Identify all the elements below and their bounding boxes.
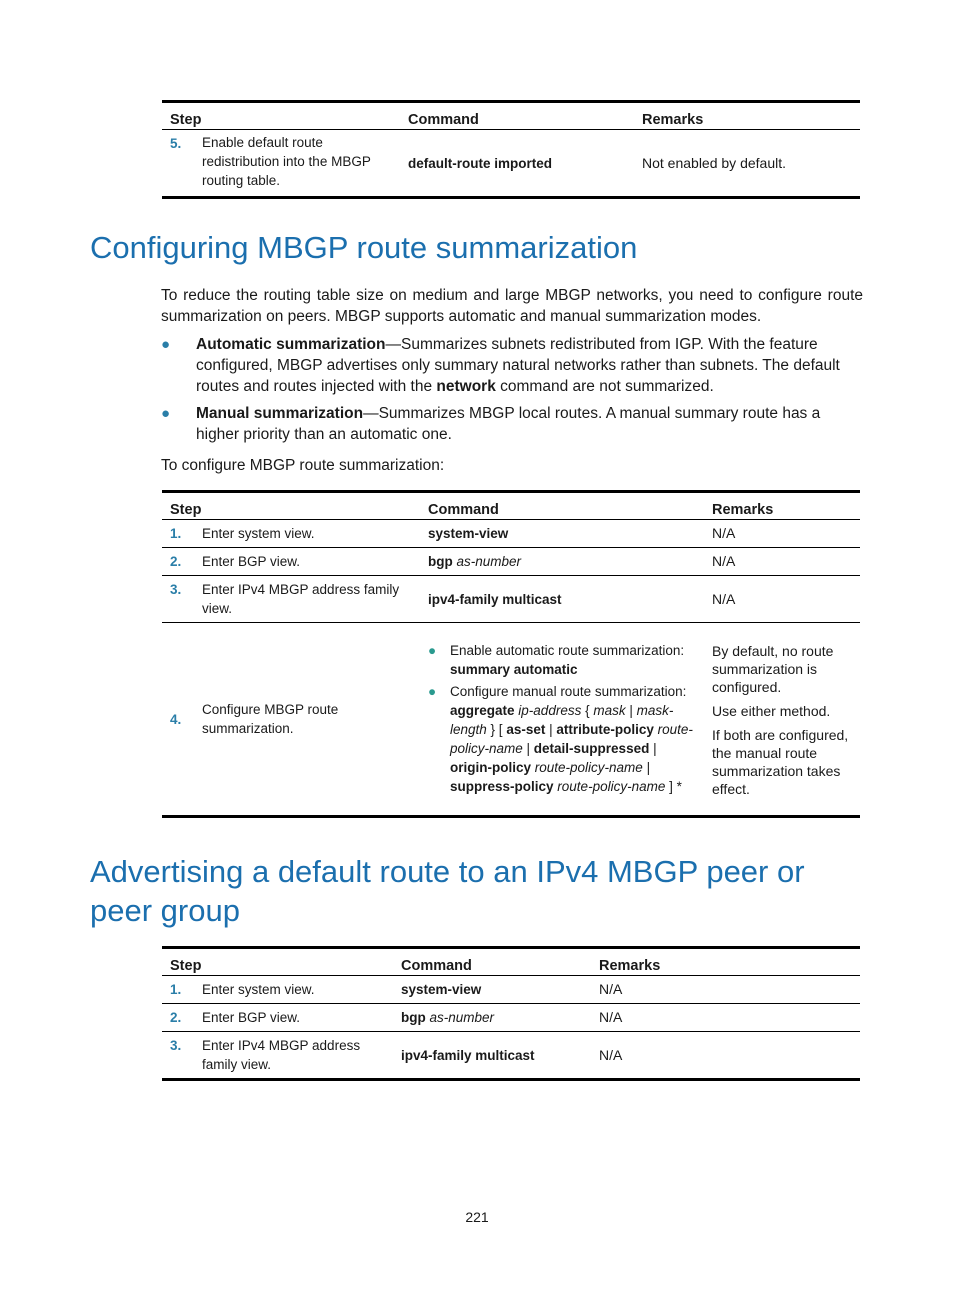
step-number: 1. bbox=[162, 976, 194, 1004]
remarks-text: N/A bbox=[591, 976, 860, 1004]
step-number: 3. bbox=[162, 1032, 194, 1080]
table-row bbox=[162, 976, 860, 1004]
step-number: 3. bbox=[162, 576, 194, 623]
table-row bbox=[162, 1032, 860, 1080]
bullet-icon: ● bbox=[161, 405, 171, 422]
command-text: default-route imported bbox=[400, 130, 634, 198]
lead-paragraph: To configure MBGP route summarization: bbox=[161, 457, 445, 474]
page-number: 221 bbox=[465, 1209, 489, 1225]
summarization-command-table bbox=[162, 490, 860, 818]
col-remarks: Remarks bbox=[704, 492, 860, 520]
remarks-text: N/A bbox=[704, 548, 860, 576]
col-remarks: Remarks bbox=[591, 948, 860, 976]
command-text: system-view bbox=[420, 520, 704, 548]
table-row bbox=[162, 520, 860, 548]
col-command: Command bbox=[400, 102, 634, 130]
step-text: Enter IPv4 MBGP address family view. bbox=[194, 576, 420, 623]
remarks-text: Not enabled by default. bbox=[634, 130, 860, 198]
table-row bbox=[162, 548, 860, 576]
remarks-text: N/A bbox=[704, 520, 860, 548]
remarks-text: By default, no route summarization is configured. bbox=[712, 643, 834, 695]
command-text: aggregate ip-address { mask | mask-length } [ as-set | attribute-policy route-policy-name | detail-suppressed | origin-policy route-policy-name | suppress-policy route-policy-name ] * bbox=[450, 703, 693, 794]
command-text: summary automatic bbox=[450, 662, 578, 677]
remarks-text: Use either method. bbox=[712, 703, 831, 719]
table-row bbox=[162, 1004, 860, 1032]
bullet-term: Manual summarization bbox=[196, 405, 364, 422]
step-number: 4. bbox=[162, 623, 194, 817]
step-text: Enter system view. bbox=[194, 976, 393, 1004]
remarks-text: N/A bbox=[704, 576, 860, 623]
list-item: ● Configure manual route summarization: aggregate ip-address { mask | mask-length } [ as-set | attribute-policy route-policy-name | detail-suppressed | origin-policy route-policy-name | suppress-policy route-policy-name ] * bbox=[428, 684, 693, 794]
step-number: 2. bbox=[162, 1004, 194, 1032]
col-step: Step bbox=[162, 102, 400, 130]
default-route-command-table bbox=[162, 946, 860, 1081]
bullet-icon: ● bbox=[161, 336, 171, 353]
remarks-text: N/A bbox=[591, 1032, 860, 1080]
inline-keyword: network bbox=[436, 378, 496, 395]
col-step: Step bbox=[162, 948, 393, 976]
command-text: system-view bbox=[393, 976, 591, 1004]
remarks-text: N/A bbox=[591, 1004, 860, 1032]
step-text: Enable default route redistribution into the MBGP routing table. bbox=[194, 130, 400, 198]
bullet-term: Automatic summarization bbox=[196, 336, 386, 353]
command-cell bbox=[420, 623, 704, 817]
remarks-cell bbox=[704, 623, 860, 817]
section-heading-default-route: Advertising a default route to an IPv4 MBGP peer or peer group bbox=[90, 854, 805, 928]
intro-paragraph: To reduce the routing table size on medium and large MBGP networks, you need to configure route summarization on peers. MBGP supports automatic and manual summarization modes. bbox=[161, 287, 863, 325]
list-item: ● Enable automatic route summarization: summary automatic bbox=[428, 643, 685, 677]
step-number: 1. bbox=[162, 520, 194, 548]
step-text: Enter BGP view. bbox=[194, 1004, 393, 1032]
col-remarks: Remarks bbox=[634, 102, 860, 130]
table-row bbox=[162, 576, 860, 623]
bullet-icon: ● bbox=[428, 643, 437, 658]
top-command-table bbox=[162, 100, 860, 199]
list-item: ● Manual summarization—Summarizes MBGP local routes. A manual summary route has a higher priority than an automatic one. bbox=[161, 405, 821, 443]
command-text: bgp as-number bbox=[420, 548, 704, 576]
table-row bbox=[162, 130, 860, 198]
step-number: 2. bbox=[162, 548, 194, 576]
step-text: Enter BGP view. bbox=[194, 548, 420, 576]
command-text: ipv4-family multicast bbox=[420, 576, 704, 623]
command-text: ipv4-family multicast bbox=[393, 1032, 591, 1080]
col-command: Command bbox=[393, 948, 591, 976]
summarization-mode-list bbox=[161, 334, 863, 445]
step-number: 5. bbox=[162, 130, 194, 198]
section-heading-summarization: Configuring MBGP route summarization bbox=[90, 230, 638, 265]
list-item: ● Automatic summarization—Summarizes subnets redistributed from IGP. With the feature configured, MBGP advertises only summary natural networks rather than subnets. The default routes and routes injected with the network command are not summarized. bbox=[161, 336, 840, 395]
step-text: Configure MBGP route summarization. bbox=[194, 623, 420, 817]
step-text: Enter IPv4 MBGP address family view. bbox=[194, 1032, 393, 1080]
col-step: Step bbox=[162, 492, 420, 520]
bullet-icon: ● bbox=[428, 684, 437, 699]
col-command: Command bbox=[420, 492, 704, 520]
step-text: Enter system view. bbox=[194, 520, 420, 548]
remarks-text: If both are configured, the manual route summarization takes effect. bbox=[712, 727, 849, 797]
table-row bbox=[162, 623, 860, 817]
command-text: bgp as-number bbox=[393, 1004, 591, 1032]
